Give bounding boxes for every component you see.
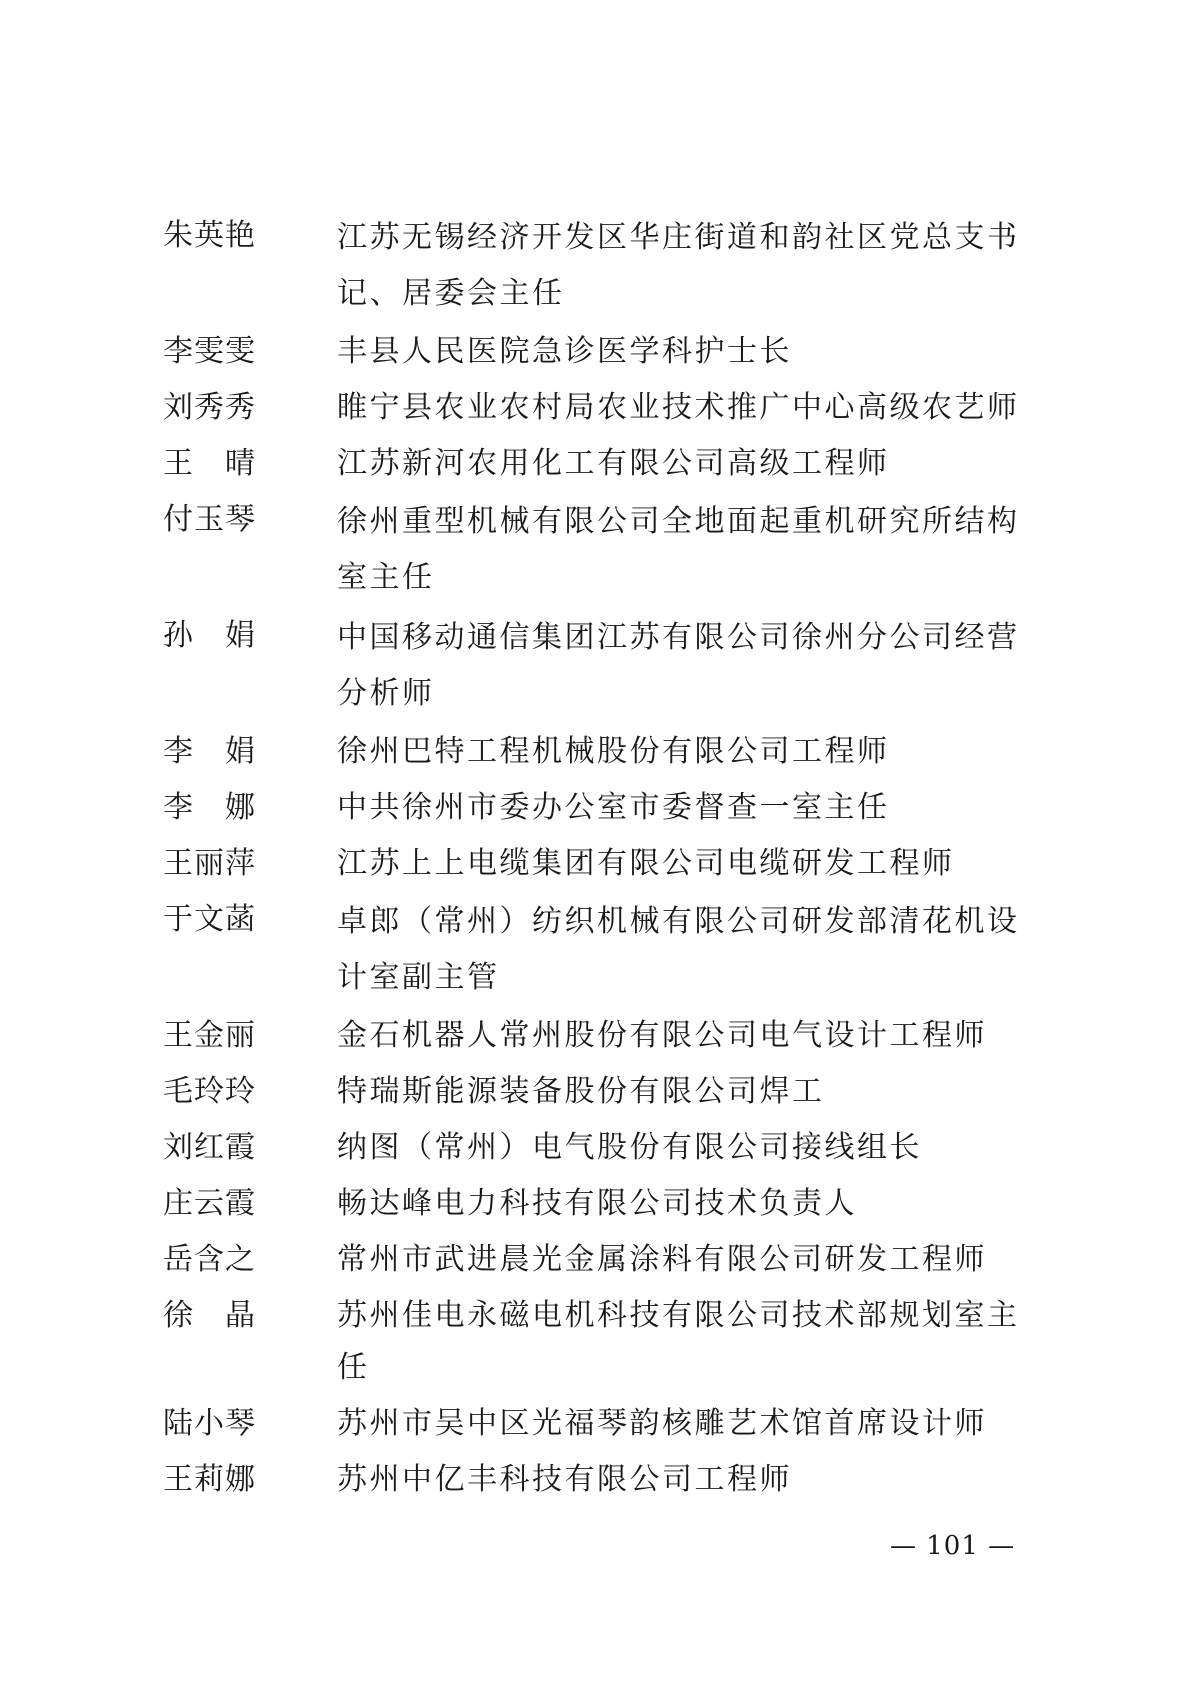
person-title: 江苏无锡经济开发区华庄街道和韵社区党总支书记、居委会主任 [337,220,1020,311]
list-item [163,326,1033,378]
person-title: 卓郎（常州）纺织机械有限公司研发部清花机设计室副主管 [337,904,1020,995]
person-name: 徐晶 [163,1298,287,1333]
person-title: 常州市武进晨光金属涂料有限公司研发工程师 [337,1242,987,1277]
list-item [163,494,1033,606]
page-number: — 101 — [890,1531,1016,1561]
list-item [163,1066,1033,1118]
list-item [163,726,1033,778]
list-item [163,782,1033,834]
list-item [163,1010,1033,1062]
person-title: 金石机器人常州股份有限公司电气设计工程师 [337,1018,987,1053]
person-title: 丰县人民医院急诊医学科护士长 [337,334,792,369]
list-item [163,1178,1033,1230]
list-item [163,1234,1033,1286]
list-item [163,1290,1033,1394]
list-item [163,610,1033,722]
person-name: 于文菡 [163,902,256,937]
person-name: 毛玲玲 [163,1074,256,1109]
person-name: 王金丽 [163,1018,256,1053]
person-name: 刘秀秀 [163,390,256,425]
list-item [163,1122,1033,1174]
person-title: 纳图（常州）电气股份有限公司接线组长 [337,1130,922,1165]
person-name: 王丽萍 [163,846,256,881]
list-item [163,1398,1033,1450]
person-name: 李娜 [163,790,287,825]
person-name: 付玉琴 [163,502,256,537]
list-item [163,838,1033,890]
person-name: 庄云霞 [163,1186,256,1221]
list-item [163,210,1033,322]
person-title: 徐州巴特工程机械股份有限公司工程师 [337,734,890,769]
person-title: 江苏新河农用化工有限公司高级工程师 [337,446,890,481]
person-title: 江苏上上电缆集团有限公司电缆研发工程师 [337,846,955,881]
person-title: 苏州中亿丰科技有限公司工程师 [337,1462,792,1497]
person-title: 苏州市吴中区光福琴韵核雕艺术馆首席设计师 [337,1406,987,1441]
list-item [163,438,1033,490]
person-name: 刘红霞 [163,1130,256,1165]
person-title: 中国移动通信集团江苏有限公司徐州分公司经营分析师 [337,620,1020,711]
person-name: 朱英艳 [163,218,256,253]
person-title: 睢宁县农业农村局农业技术推广中心高级农艺师 [337,390,1020,425]
list-item [163,1454,1033,1506]
person-name: 李娟 [163,734,287,769]
person-title: 徐州重型机械有限公司全地面起重机研究所结构室主任 [337,504,1020,595]
person-name: 王莉娜 [163,1462,256,1497]
person-name: 王晴 [163,446,287,481]
person-name: 孙娟 [163,618,287,653]
list-item [163,382,1033,434]
person-name: 李雯雯 [163,334,256,369]
list-item [163,894,1033,1006]
person-name: 岳含之 [163,1242,256,1277]
person-title: 特瑞斯能源装备股份有限公司焊工 [337,1074,825,1109]
name-list [163,210,1033,1510]
person-title: 苏州佳电永磁电机科技有限公司技术部规划室主任 [337,1298,1020,1385]
person-title: 畅达峰电力科技有限公司技术负责人 [337,1186,857,1221]
person-title: 中共徐州市委办公室市委督查一室主任 [337,790,890,825]
person-name: 陆小琴 [163,1406,256,1441]
